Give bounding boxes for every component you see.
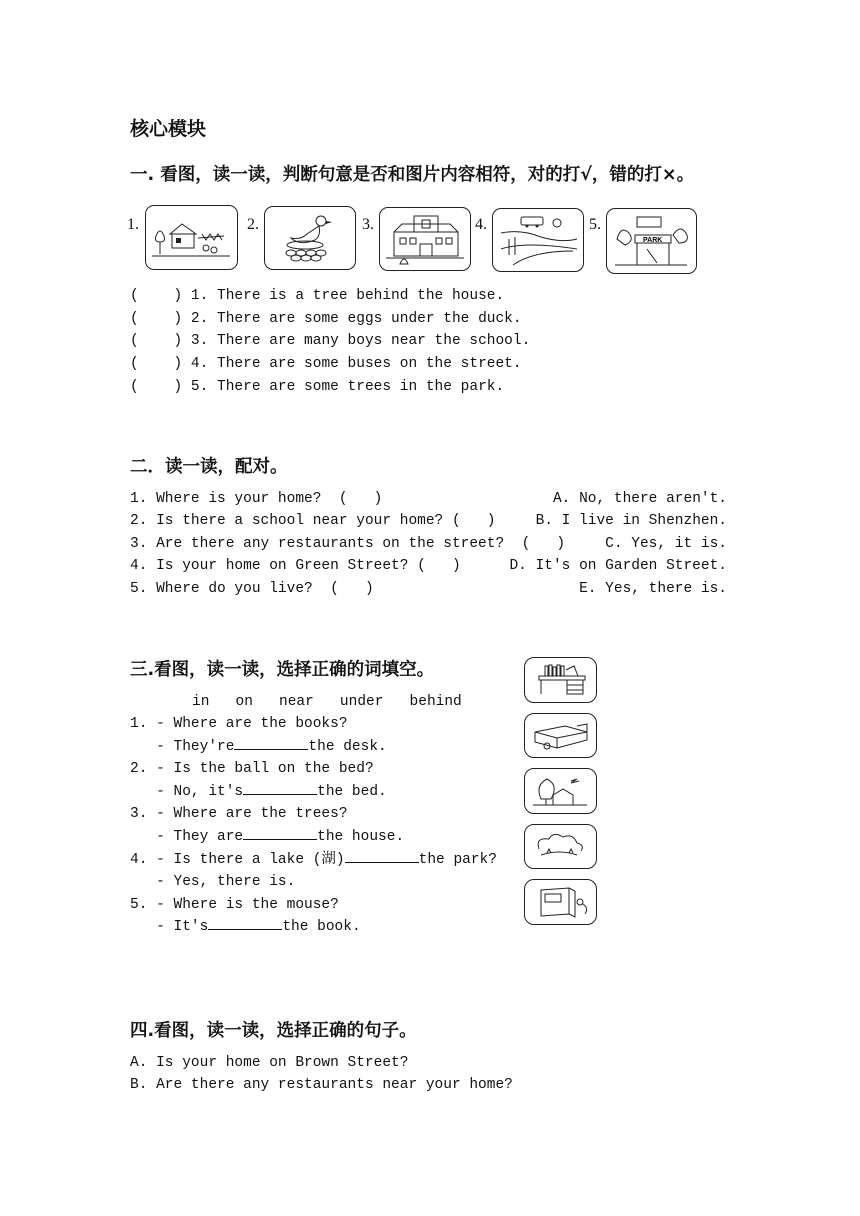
list-item — [130, 354, 522, 374]
question-item: 4. Is your home on Green Street? ( ) — [130, 558, 461, 574]
line-text: - They are — [130, 829, 244, 845]
books-on-desk-icon — [524, 657, 597, 703]
answer-item: A. No, there aren't. — [552, 491, 727, 507]
line-text: - Yes, there is. — [130, 874, 296, 890]
ball-under-bed-icon — [524, 713, 597, 758]
item-text: 1. There is a tree behind the house. — [190, 288, 505, 304]
line-text: the desk. — [308, 739, 387, 755]
item-text: 5. There are some trees in the park. — [190, 379, 505, 395]
answer-bracket[interactable]: ( ) — [130, 311, 183, 327]
list-item — [130, 377, 504, 397]
dialogue-line — [130, 850, 497, 870]
option-item: A. Is your home on Brown Street? — [130, 1055, 409, 1071]
section1-heading: 一. 看图，读一读，判断句意是否和图片内容相符，对的打√，错的打×。 — [130, 165, 695, 185]
section2-heading: 二．读一读，配对。 — [130, 457, 288, 477]
line-text: the house. — [317, 829, 405, 845]
svg-text:PARK: PARK — [643, 237, 663, 244]
section4-heading: 四.看图，读一读，选择正确的句子。 — [130, 1021, 417, 1041]
line-text: 4. - Is there a lake (湖) — [130, 852, 345, 868]
line-text: 1. - Where are the books? — [130, 716, 348, 732]
answer-bracket[interactable]: ( ) — [130, 379, 183, 395]
dialogue-line — [130, 827, 404, 847]
line-text: 3. - Where are the trees? — [130, 806, 348, 822]
question-item: 2. Is there a school near your home? ( ) — [130, 513, 496, 529]
fill-blank[interactable] — [234, 737, 308, 750]
picture-number: 4. — [475, 216, 487, 233]
dialogue-line — [130, 714, 348, 734]
line-text: the book. — [282, 919, 361, 935]
mouse-behind-book-icon — [524, 879, 597, 925]
dialogue-line — [130, 782, 387, 802]
duck-eggs-icon — [264, 206, 356, 270]
park-gate-icon — [606, 208, 697, 274]
answer-bracket[interactable]: ( ) — [130, 288, 183, 304]
answer-bracket[interactable]: ( ) — [130, 356, 183, 372]
line-text: the park? — [418, 852, 497, 868]
item-text: 4. There are some buses on the street. — [190, 356, 522, 372]
dialogue-line — [130, 759, 374, 779]
line-text: - It's — [130, 919, 209, 935]
answer-item: B. I live in Shenzhen. — [535, 513, 727, 529]
line-text: 2. - Is the ball on the bed? — [130, 761, 374, 777]
question-item: 3. Are there any restaurants on the street? ( ) — [130, 536, 566, 552]
list-item — [130, 309, 522, 329]
list-item — [130, 331, 530, 351]
dialogue-line — [130, 804, 348, 824]
item-text: 3. There are many boys near the school. — [190, 333, 531, 349]
dialogue-line — [130, 917, 361, 937]
question-item: 1. Where is your home? ( ) — [130, 491, 383, 507]
fill-blank[interactable] — [345, 850, 419, 863]
dialogue-line — [130, 872, 295, 892]
picture-number: 1. — [127, 216, 139, 233]
picture-number: 5. — [589, 216, 601, 233]
section3-heading: 三.看图，读一读，选择正确的词填空。 — [130, 660, 435, 680]
question-item: 5. Where do you live? ( ) — [130, 581, 374, 597]
picture-number: 2. — [247, 216, 259, 233]
dialogue-line — [130, 895, 339, 915]
answer-bracket[interactable]: ( ) — [130, 333, 183, 349]
list-item — [130, 286, 504, 306]
fill-blank[interactable] — [243, 827, 317, 840]
trees-behind-house-icon — [524, 768, 597, 814]
school-building-icon — [379, 207, 471, 271]
word-bank: in on near under behind — [192, 694, 462, 710]
bus-street-icon — [492, 208, 584, 272]
page-title: 核心模块 — [130, 118, 207, 140]
picture-number: 3. — [362, 216, 374, 233]
line-text: 5. - Where is the mouse? — [130, 897, 339, 913]
answer-item: D. It's on Garden Street. — [509, 558, 727, 574]
option-item: B. Are there any restaurants near your home? — [130, 1077, 513, 1093]
line-text: the bed. — [317, 784, 387, 800]
item-text: 2. There are some eggs under the duck. — [190, 311, 522, 327]
dialogue-line — [130, 737, 387, 757]
fill-blank[interactable] — [243, 782, 317, 795]
answer-item: C. Yes, it is. — [605, 536, 727, 552]
line-text: - They're — [130, 739, 235, 755]
house-tree-icon — [145, 205, 238, 270]
fill-blank[interactable] — [208, 917, 282, 930]
answer-item: E. Yes, there is. — [579, 581, 727, 597]
line-text: - No, it's — [130, 784, 244, 800]
lake-in-park-icon — [524, 824, 597, 869]
